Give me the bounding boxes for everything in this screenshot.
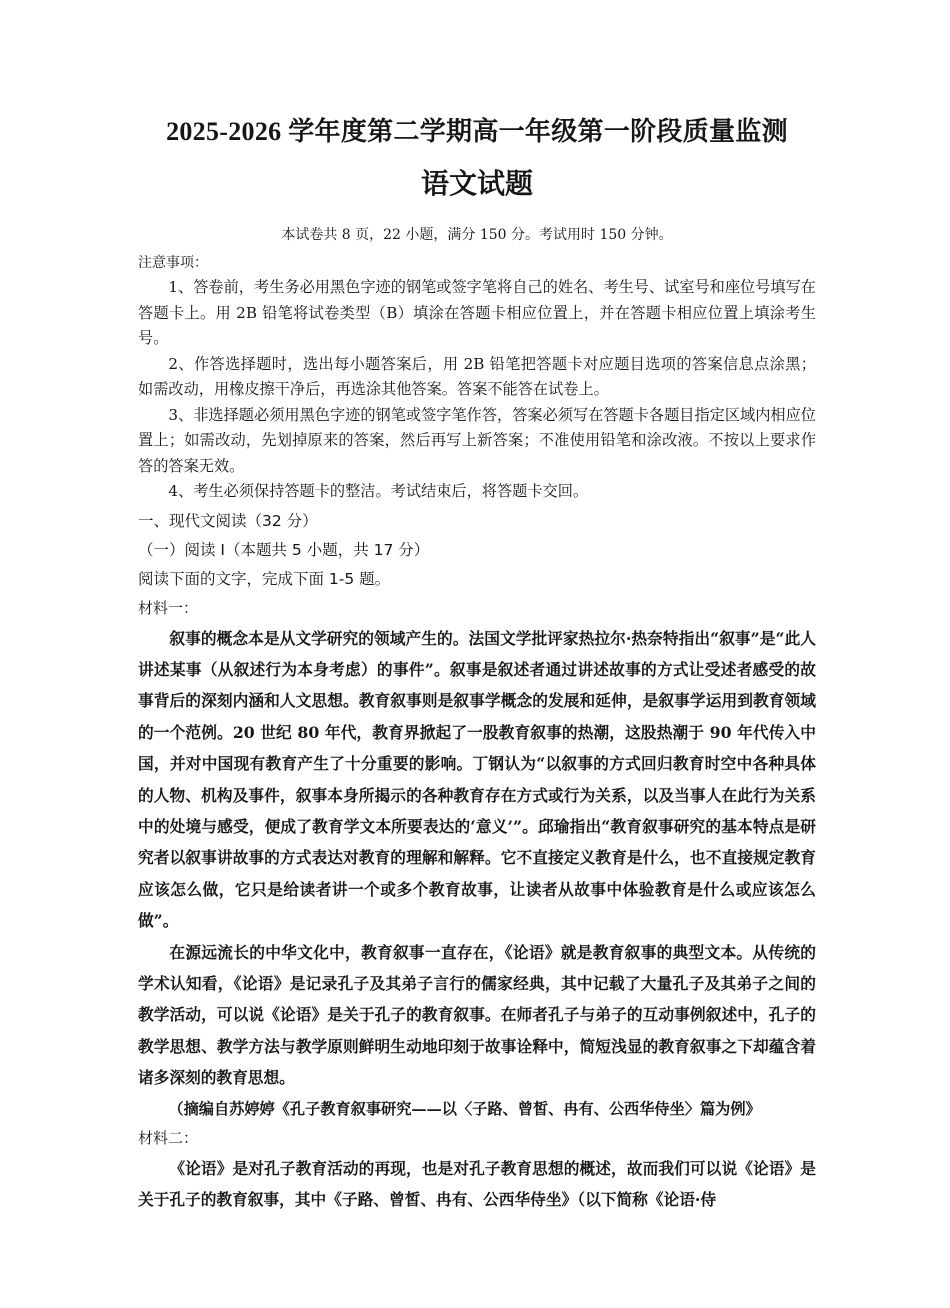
- exam-title: 2025-2026 学年度第二学期高一年级第一阶段质量监测: [166, 117, 788, 146]
- notice-item: 4、考生必须保持答题卡的整洁。考试结束后，将答题卡交回。: [168, 482, 589, 500]
- exam-subject: 语文试题: [420, 169, 533, 200]
- exam-info: 本试卷共 8 页，22 小题，满分 150 分。考试用时 150 分钟。: [281, 227, 673, 243]
- material-one-paragraph: 在源远流长的中华文化中，教育叙事一直存在，《论语》就是教育叙事的典型文本。从传统的学术认知看，《论语》是记录孔子及其弟子言行的儒家经典，其中记载了大量孔子及其弟子之间的教学活动，可以说《论语》是关于孔子的教育叙事。在师者孔子与弟子的互动事例叙述中，孔子的教学思想、教学方法与教学原则鲜明生动地印刻于故事诠释中，简短浅显的教育叙事之下却蕴含着诸多深刻的教育思想。: [138, 942, 816, 1088]
- notice-item: 2、作答选择题时，选出每小题答案后，用 2B 铅笔把答题卡对应题目选项的答案信息点涂黑；如需改动，用橡皮擦干净后，再选涂其他答案。答案不能答在试卷上。: [138, 354, 816, 398]
- material-two-paragraph: 《论语》是对孔子教育活动的再现，也是对孔子教育思想的概述，故而我们可以说《论语》是关于孔子的教育叙事，其中《子路、曾皙、冉有、公西华侍坐》（以下简称《论语·侍: [138, 1158, 816, 1209]
- material-two-label: 材料二：: [138, 1128, 199, 1147]
- notice-heading: 注意事项：: [138, 255, 208, 271]
- material-one-label: 材料一：: [138, 598, 199, 617]
- notice-block: [138, 251, 816, 505]
- section-heading: 一、现代文阅读（32 分）: [138, 511, 318, 530]
- material-one-paragraph: 叙事的概念本是从文学研究的领域产生的。法国文学批评家热拉尔·热奈特指出“叙事”是“此人讲述某事（从叙述行为本身考虑）的事件”。叙事是叙述者通过讲述故事的方式让受述者感受的故事背后的深刻内涵和人文思想。教育叙事则是叙事学概念的发展和延伸，是叙事学运用到教育领域的一个范例。20 世纪 80 年代，教育界掀起了一股教育叙事的热潮，这股热潮于 90 年代传入中国，并对中国现有教育产生了十分重要的影响。丁钢认为“以叙事的方式回归教育时空中各种具体的人物、机构及事件，叙事本身所揭示的各种教育存在方式或行为关系，以及当事人在此行为关系中的处境与感受，便成了教育学文本所要表达的‘意义’”。邱瑜指出“教育叙事研究的基本特点是研究者以叙事讲故事的方式表达对教育的理解和解释。它不直接定义教育是什么，也不直接规定教育应该怎么做，它只是给读者讲一个或多个教育故事，让读者从故事中体验教育是什么或应该怎么做”。: [138, 628, 816, 931]
- notice-item: 3、非选择题必须用黑色字迹的钢笔或签字笔作答，答案必须写在答题卡各题目指定区域内相应位置上；如需改动，先划掉原来的答案，然后再写上新答案；不准使用铅笔和涂改液。不按以上要求作答的答案无效。: [138, 405, 816, 475]
- notice-item: 1、答卷前，考生务必用黑色字迹的钢笔或签字笔将自己的姓名、考生号、试室号和座位号填写在答题卡上。用 2B 铅笔将试卷类型（B）填涂在答题卡相应位置上，并在答题卡相应位置上填涂考生号。: [138, 278, 816, 347]
- material-one-source: （摘编自苏婷婷《孔子教育叙事研究——以〈子路、曾皙、冉有、公西华侍坐〉篇为例》: [168, 1099, 761, 1118]
- subsection-heading: （一）阅读 I（本题共 5 小题，共 17 分）: [138, 540, 430, 559]
- reading-instruction: 阅读下面的文字，完成下面 1-5 题。: [138, 569, 391, 588]
